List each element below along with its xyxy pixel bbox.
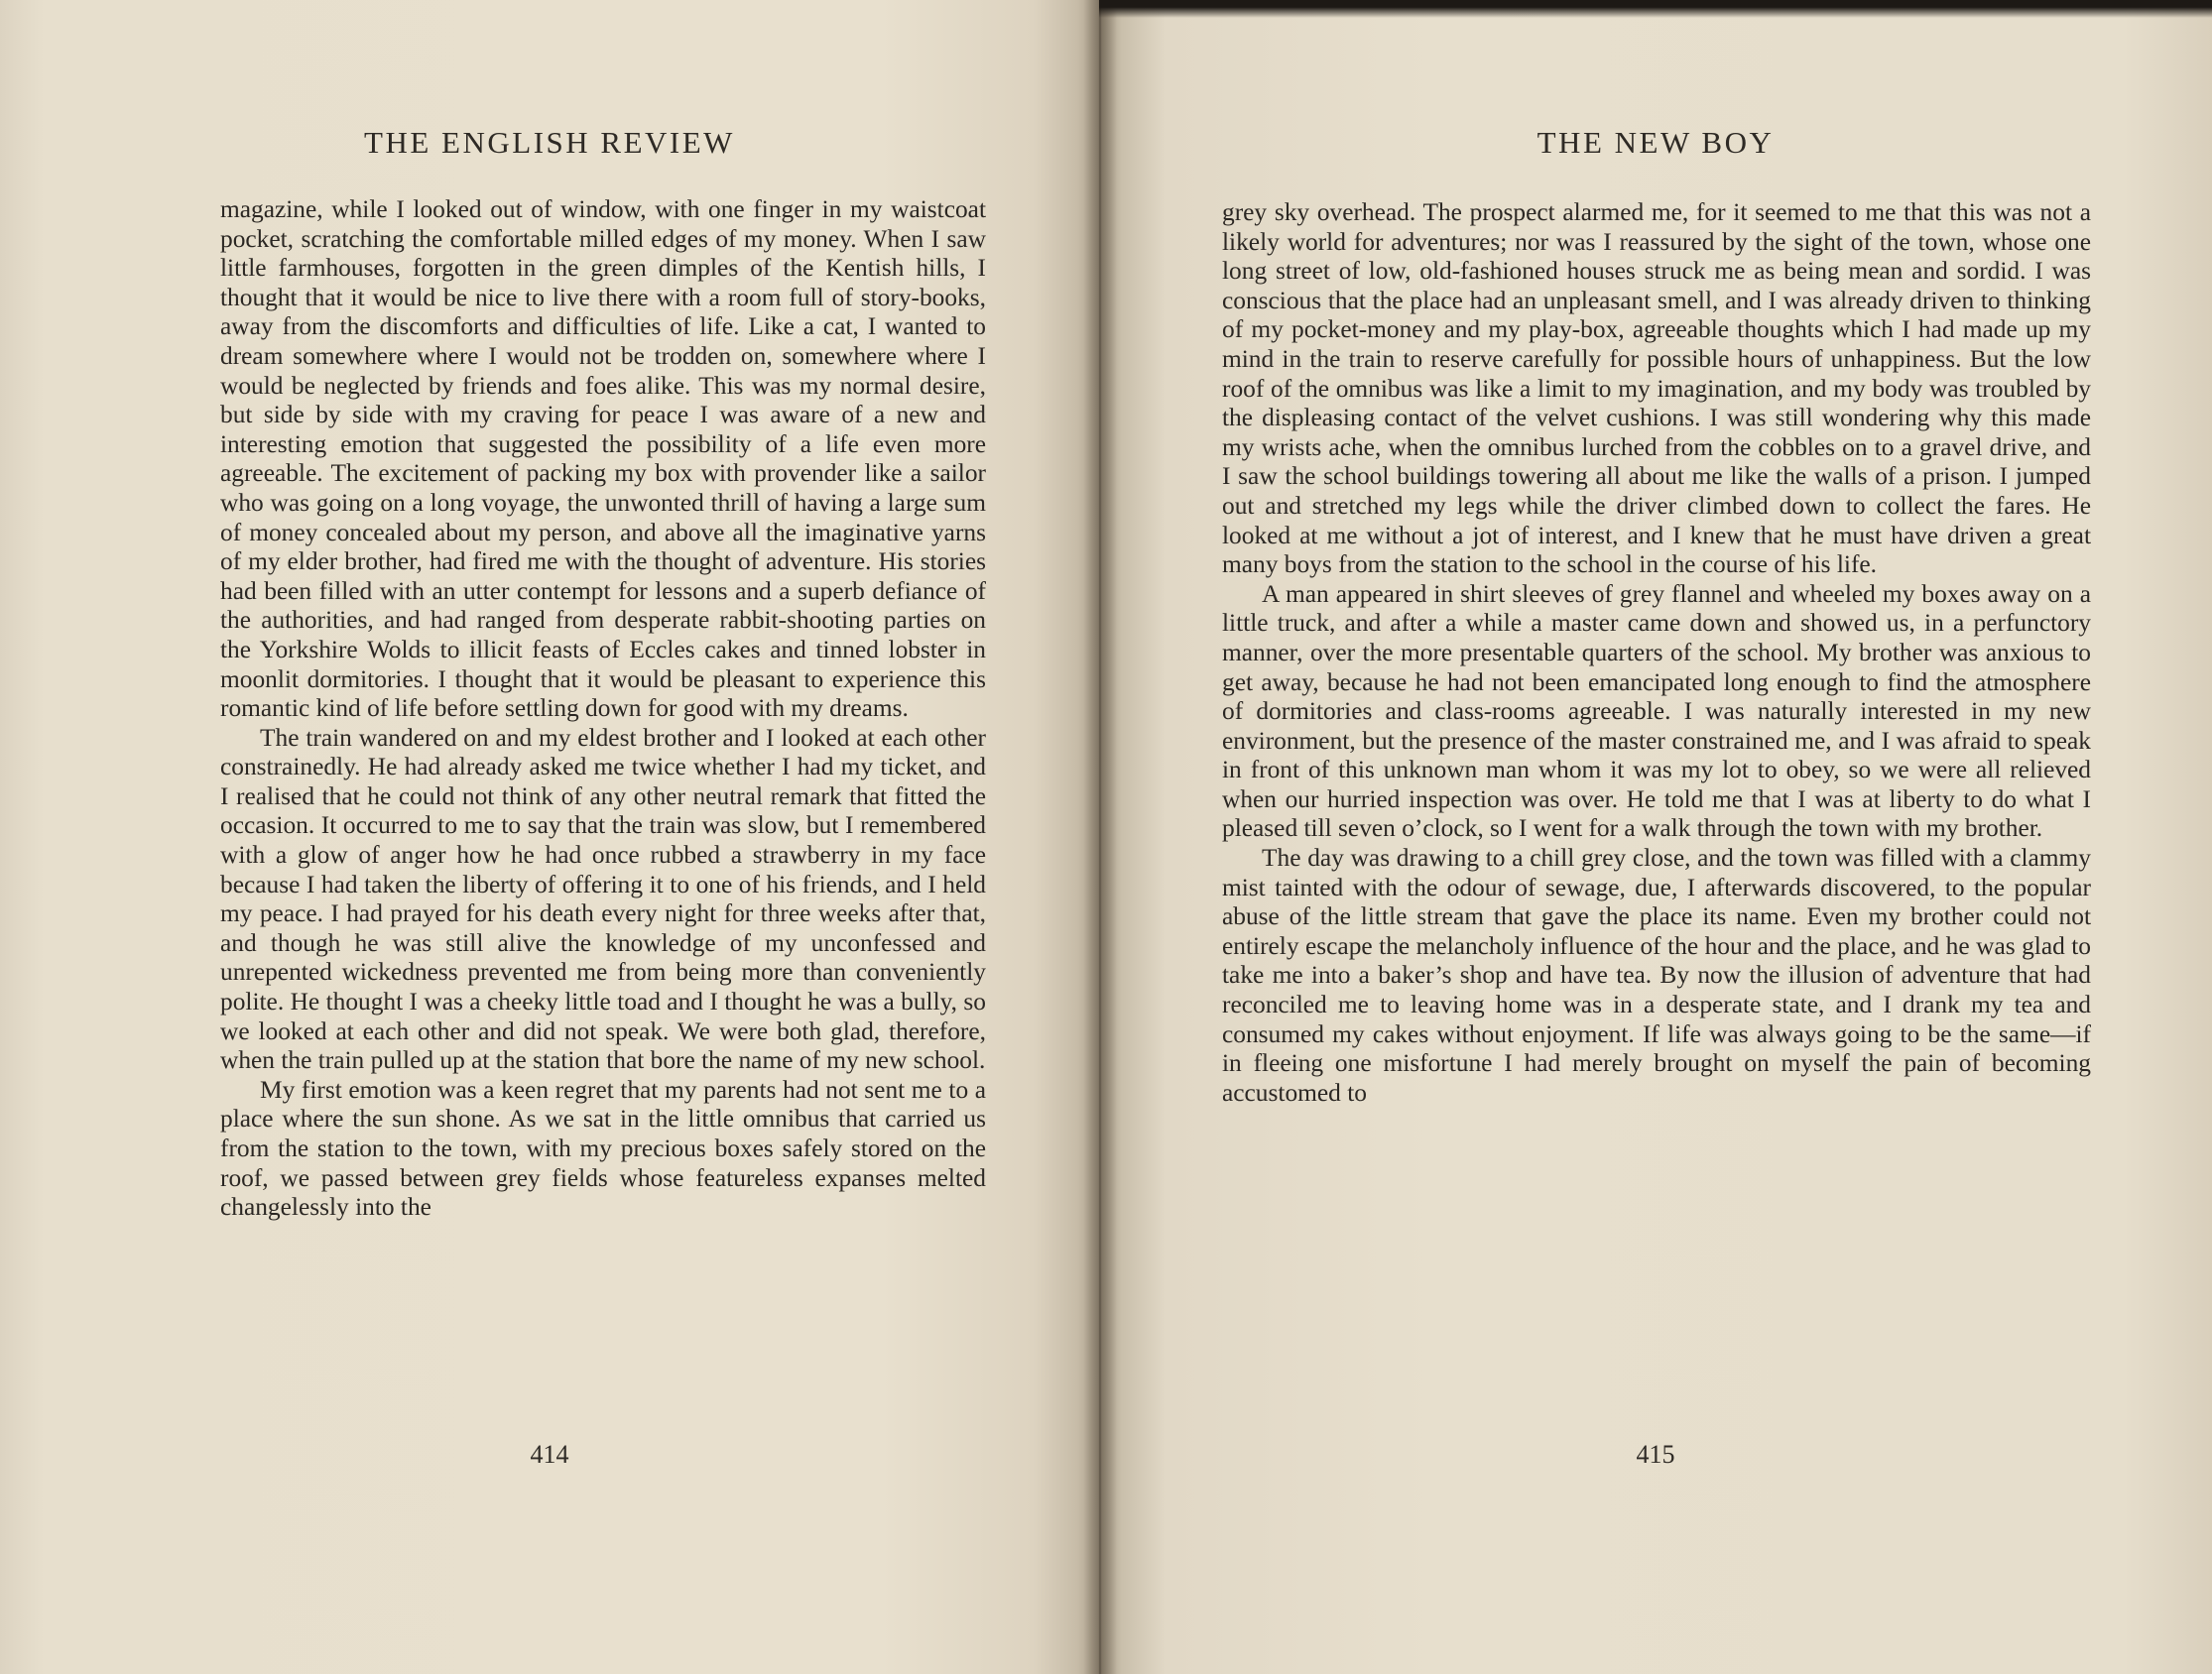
left-page-number: 414 — [530, 1440, 569, 1469]
left-page — [0, 0, 1099, 1674]
paragraph: magazine, while I looked out of window, with one finger in my waistcoat pocket, scratching the comfortable milled edges of my money. When I saw little farmhouses, forgotten in the green dimples of the Kentish hills, I thought that it would be nice to live there with a room full of story-books, away from the discomforts and difficulties of life. Like a cat, I wanted to dream somewhere where I would not be trodden on, somewhere where I would be neglected by friends and foes alike. This was my normal desire, but side by side with my craving for peace I was aware of a new and interesting emotion that suggested the possibility of a life even more agreeable. The excitement of packing my box with provender like a sailor who was going on a long voyage, the unwonted thrill of having a large sum of money concealed about my person, and above all the imaginative yarns of my elder brother, had fired me with the thought of adventure. His stories had been filled with an utter contempt for lessons and a superb defiance of the authorities, and had ranged from desperate rabbit-shooting parties on the Yorkshire Wolds to illicit feasts of Eccles cakes and tinned lobster in moonlit dormitories. I thought that it would be pleasant to experience this romantic kind of life before settling down for good with my dreams. — [220, 195, 986, 723]
left-body-text — [220, 195, 986, 1223]
left-running-head: THE ENGLISH REVIEW — [364, 125, 735, 160]
book-gutter — [1083, 0, 1117, 1674]
paragraph: The day was drawing to a chill grey close, and the town was filled with a clammy mist tainted with the odour of sewage, due, I afterwards discovered, to the popular abuse of the little stream that gave the place its name. Even my brother could not entirely escape the melancholy influence of the hour and the place, and he was glad to take me into a baker’s shop and have tea. By now the illusion of adventure that had reconciled me to leaving home was in a desperate state, and I drank my tea and consumed my cakes without enjoyment. If life was always going to be the same—if in fleeing one misfortune I had merely brought on myself the pain of becoming accustomed to — [1222, 844, 2091, 1107]
right-page — [1099, 0, 2212, 1674]
paragraph: The train wandered on and my eldest brother and I looked at each other constrainedly. He had already asked me twice whether I had my ticket, and I realised that he could not think of any other neutral remark that fitted the occasion. It occurred to me to say that the train was slow, but I remembered with a glow of anger how he had once rubbed a strawberry in my face because I had taken the liberty of offering it to one of his friends, and I held my peace. I had prayed for his death every night for three weeks after that, and though he was still alive the knowledge of my unconfessed and unrepented wickedness prevented me from being more than conveniently polite. He thought I was a cheeky little toad and I thought he was a bully, so we looked at each other and did not speak. We were both glad, therefore, when the train pulled up at the station that bore the name of my new school. — [220, 723, 986, 1075]
top-shadow-edge — [1099, 0, 2212, 18]
right-running-head: THE NEW BOY — [1536, 125, 1775, 160]
right-page-number: 415 — [1636, 1440, 1675, 1469]
right-body-text — [1222, 198, 2091, 1108]
paragraph: My first emotion was a keen regret that my parents had not sent me to a place where the sun shone. As we sat in the little omnibus that carried us from the station to the town, with my precious boxes safely stored on the roof, we passed between grey fields whose featureless expanses melted changelessly into the — [220, 1075, 986, 1222]
paragraph: A man appeared in shirt sleeves of grey flannel and wheeled my boxes away on a little truck, and after a while a master came down and showed us, in a perfunctory manner, over the more presentable quarters of the school. My brother was anxious to get away, because he had not been emancipated long enough to find the atmosphere of dormitories and class-rooms agreeable. I was naturally interested in my new environment, but the presence of the master constrained me, and I was afraid to speak in front of this unknown man whom it was my lot to obey, so we were all relieved when our hurried inspection was over. He told me that I was at liberty to do what I pleased till seven o’clock, so I went for a walk through the town with my brother. — [1222, 579, 2091, 843]
paragraph: grey sky overhead. The prospect alarmed me, for it seemed to me that this was not a likely world for adventures; nor was I reassured by the sight of the town, whose one long street of low, old-fashioned houses struck me as being mean and sordid. I was conscious that the place had an unpleasant smell, and I was already driven to thinking of my pocket-money and my play-box, agreeable thoughts which I had made up my mind in the train to reserve carefully for possible hours of unhappiness. But the low roof of the omnibus was like a limit to my imagination, and my body was troubled by the displeasing contact of the velvet cushions. I was still wondering why this made my wrists ache, when the omnibus lurched from the cobbles on to a gravel drive, and I saw the school buildings towering all about me like the walls of a prison. I jumped out and stretched my legs while the driver climbed down to collect the fares. He looked at me without a jot of interest, and I knew that he must have driven a great many boys from the station to the school in the course of his life. — [1222, 198, 2091, 579]
